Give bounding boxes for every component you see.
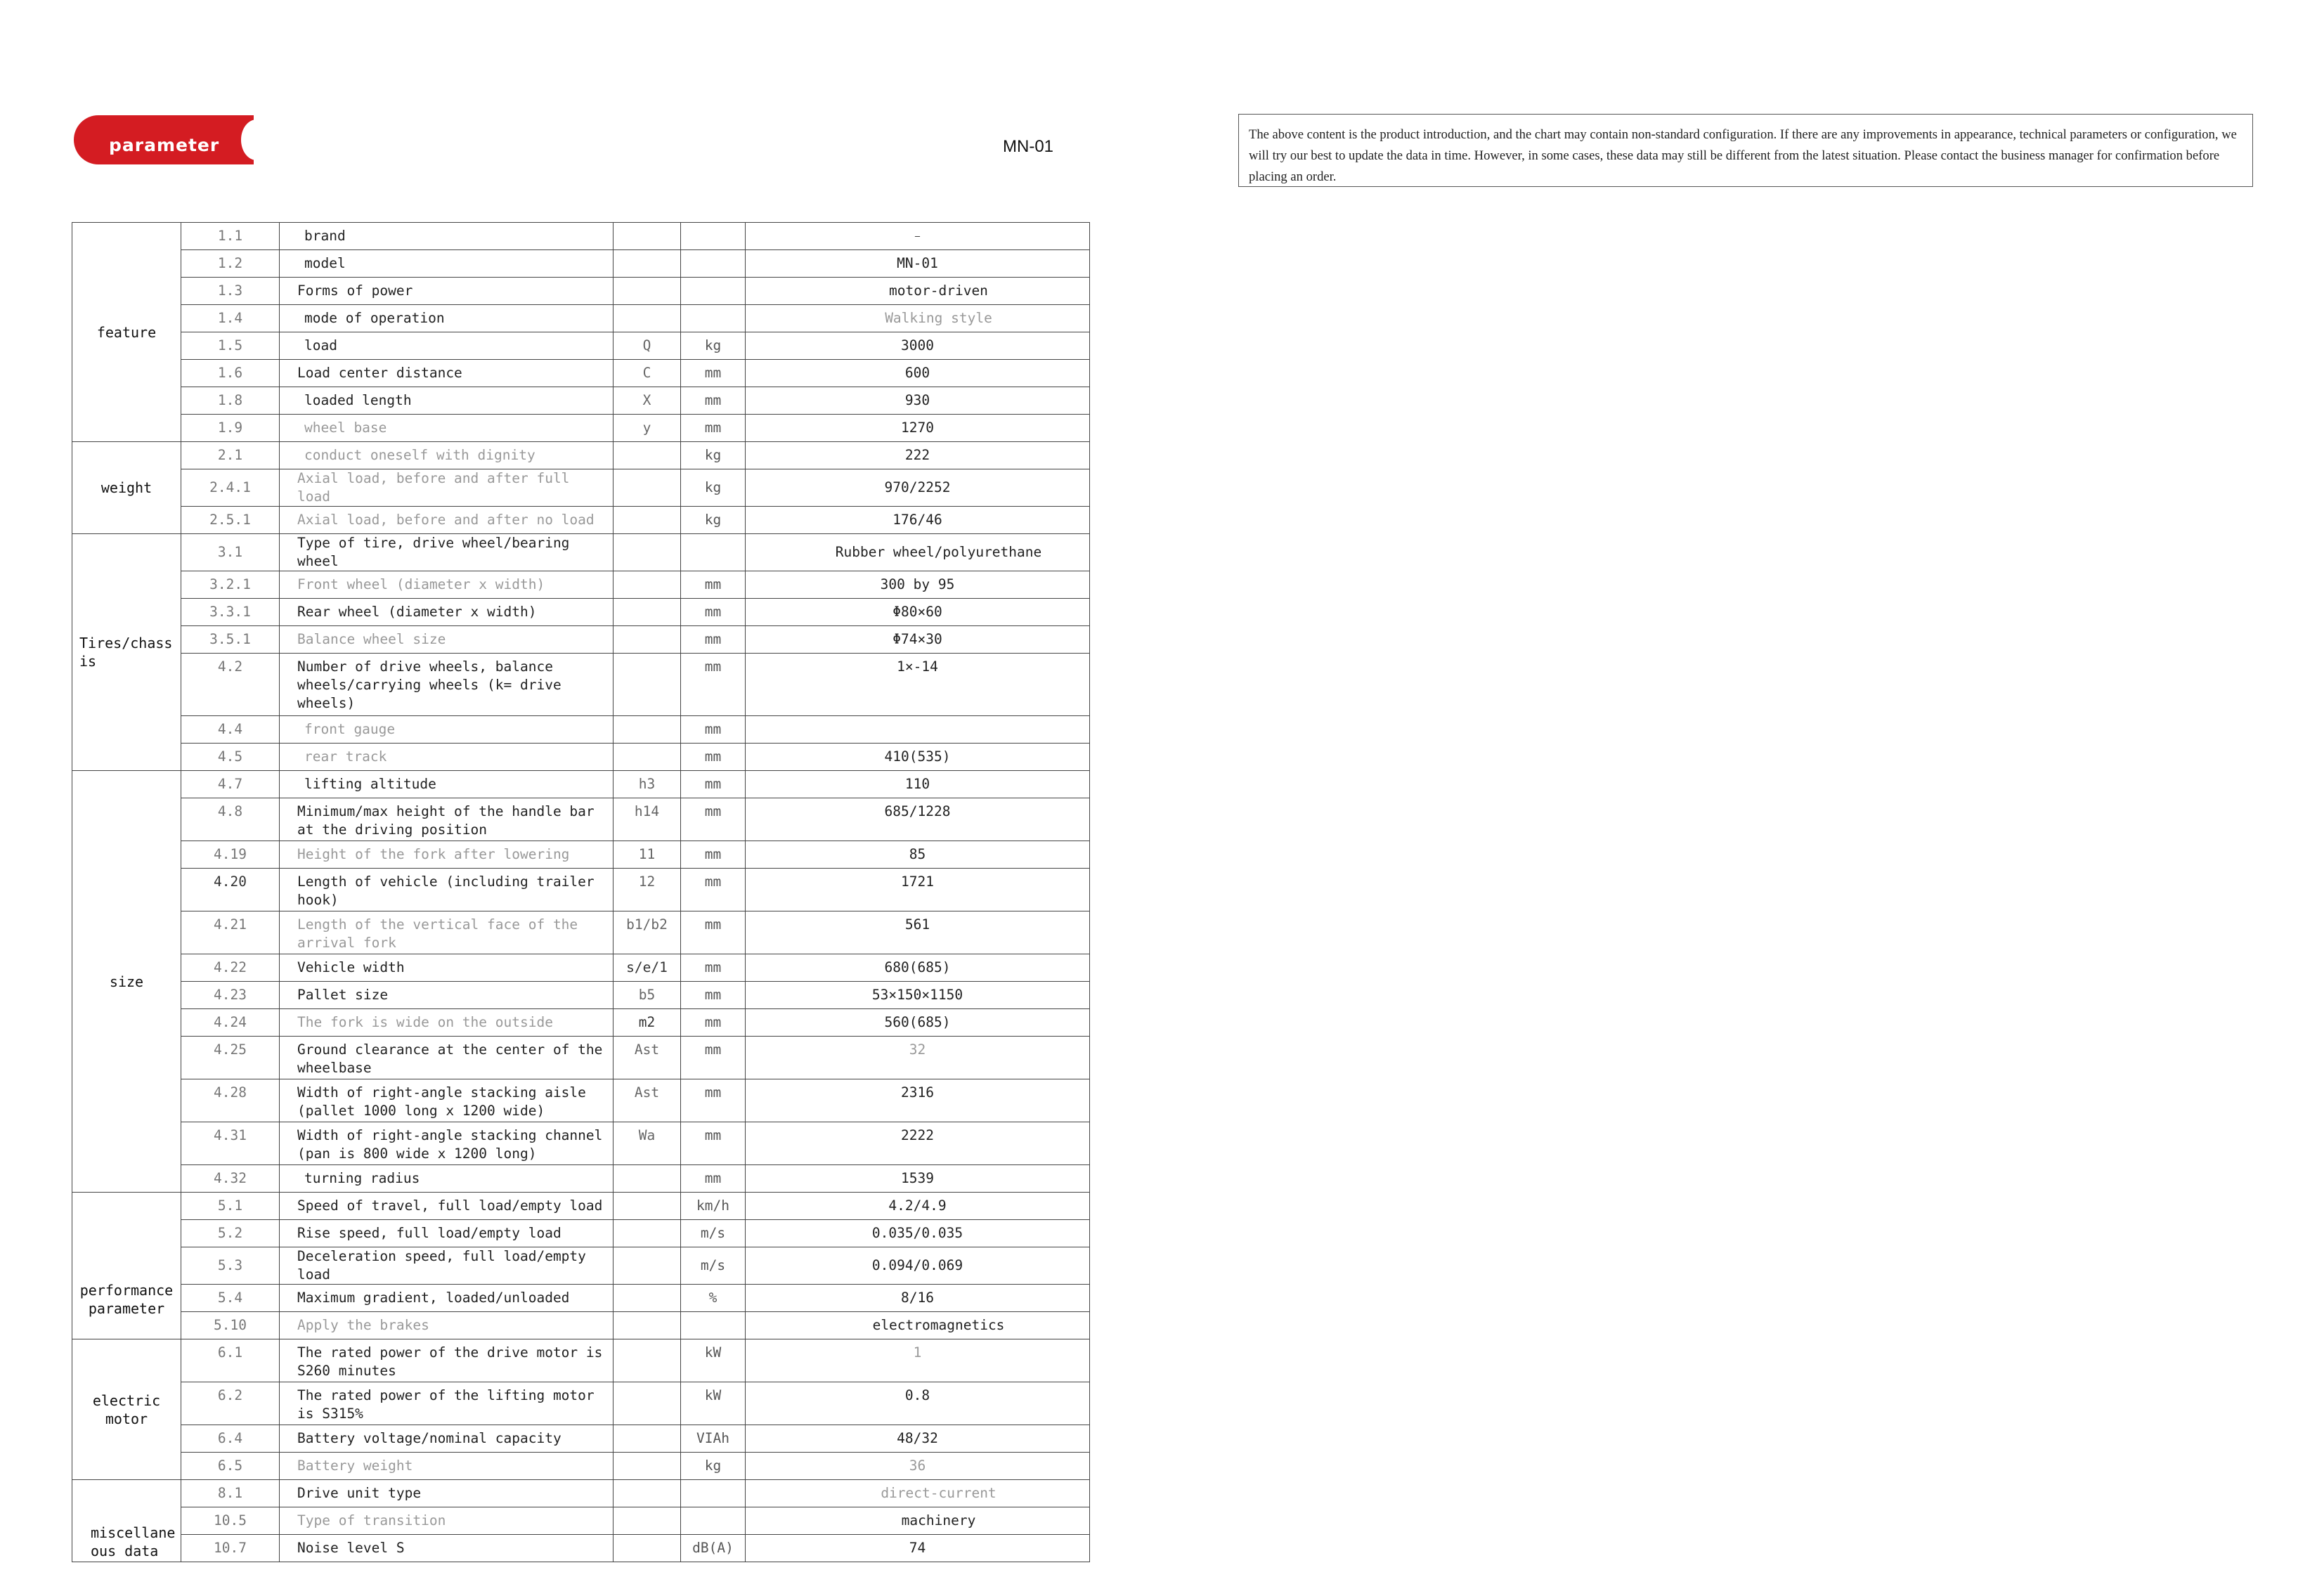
row-unit: kW bbox=[681, 1382, 746, 1425]
row-value: 0.094/0.069 bbox=[746, 1247, 1090, 1285]
row-name: Battery weight bbox=[280, 1453, 614, 1480]
row-symbol bbox=[614, 1507, 681, 1535]
row-number: 3.5.1 bbox=[181, 626, 280, 654]
row-symbol: s/e/1 bbox=[614, 954, 681, 982]
row-number: 4.23 bbox=[181, 982, 280, 1009]
row-number: 1.1 bbox=[181, 223, 280, 250]
table-row bbox=[72, 1535, 1090, 1562]
row-symbol bbox=[614, 1247, 681, 1285]
row-name: Vehicle width bbox=[280, 954, 614, 982]
row-name: mode of operation bbox=[280, 305, 614, 332]
row-name: Battery voltage/nominal capacity bbox=[280, 1425, 614, 1453]
row-number: 5.2 bbox=[181, 1220, 280, 1247]
table-row bbox=[72, 982, 1090, 1009]
group-label-feature: feature bbox=[72, 223, 181, 442]
table-row bbox=[72, 332, 1090, 360]
row-unit: mm bbox=[681, 387, 746, 415]
table-row bbox=[72, 442, 1090, 469]
row-unit: VIAh bbox=[681, 1425, 746, 1453]
table-row bbox=[72, 1480, 1090, 1507]
table-row bbox=[72, 534, 1090, 571]
row-number: 4.4 bbox=[181, 716, 280, 744]
group-label-weight: weight bbox=[72, 442, 181, 534]
row-symbol bbox=[614, 571, 681, 599]
row-unit: kg bbox=[681, 442, 746, 469]
row-number: 4.32 bbox=[181, 1165, 280, 1193]
row-value: 32 bbox=[746, 1037, 1090, 1079]
group-label-electric-motor: electric motor bbox=[72, 1339, 181, 1480]
row-symbol bbox=[614, 250, 681, 278]
row-name: model bbox=[280, 250, 614, 278]
row-number: 4.8 bbox=[181, 798, 280, 841]
row-number: 1.4 bbox=[181, 305, 280, 332]
row-value: 970/2252 bbox=[746, 469, 1090, 507]
row-name: Load center distance bbox=[280, 360, 614, 387]
row-value: electromagnetics bbox=[746, 1312, 1090, 1339]
row-value: 1270 bbox=[746, 415, 1090, 442]
row-number: 10.7 bbox=[181, 1535, 280, 1562]
row-number: 2.4.1 bbox=[181, 469, 280, 507]
table-row bbox=[72, 1285, 1090, 1312]
row-unit: kW bbox=[681, 1339, 746, 1382]
row-number: 4.22 bbox=[181, 954, 280, 982]
row-symbol bbox=[614, 1193, 681, 1220]
row-number: 1.6 bbox=[181, 360, 280, 387]
row-name: lifting altitude bbox=[280, 771, 614, 798]
group-label-size: size bbox=[72, 771, 181, 1193]
row-symbol bbox=[614, 654, 681, 716]
row-value: 1 bbox=[746, 1339, 1090, 1382]
row-value: 1×-14 bbox=[746, 654, 1090, 716]
row-value: 8/16 bbox=[746, 1285, 1090, 1312]
row-name: Number of drive wheels, balance wheels/carrying wheels (k= drive wheels) bbox=[280, 654, 614, 716]
row-unit bbox=[681, 1312, 746, 1339]
table-row bbox=[72, 1193, 1090, 1220]
parameter-badge-label: parameter bbox=[109, 135, 220, 155]
row-unit: mm bbox=[681, 1079, 746, 1122]
row-symbol: 12 bbox=[614, 869, 681, 911]
table-row bbox=[72, 654, 1090, 716]
row-value: 1539 bbox=[746, 1165, 1090, 1193]
row-unit bbox=[681, 1507, 746, 1535]
row-name: Ground clearance at the center of the wheelbase bbox=[280, 1037, 614, 1079]
row-name: Maximum gradient, loaded/unloaded bbox=[280, 1285, 614, 1312]
row-symbol: C bbox=[614, 360, 681, 387]
row-number: 5.4 bbox=[181, 1285, 280, 1312]
table-row bbox=[72, 387, 1090, 415]
row-symbol bbox=[614, 223, 681, 250]
row-number: 4.31 bbox=[181, 1122, 280, 1165]
row-unit: mm bbox=[681, 911, 746, 954]
row-value: 561 bbox=[746, 911, 1090, 954]
row-unit: kg bbox=[681, 332, 746, 360]
row-number: 2.1 bbox=[181, 442, 280, 469]
row-unit: mm bbox=[681, 869, 746, 911]
row-symbol bbox=[614, 278, 681, 305]
row-unit: % bbox=[681, 1285, 746, 1312]
row-name: Apply the brakes bbox=[280, 1312, 614, 1339]
row-unit bbox=[681, 278, 746, 305]
table-row bbox=[72, 798, 1090, 841]
row-number: 1.2 bbox=[181, 250, 280, 278]
row-name: brand bbox=[280, 223, 614, 250]
row-value: 930 bbox=[746, 387, 1090, 415]
row-unit: mm bbox=[681, 626, 746, 654]
table-row bbox=[72, 1037, 1090, 1079]
row-name: The fork is wide on the outside bbox=[280, 1009, 614, 1037]
table-row bbox=[72, 469, 1090, 507]
table-row bbox=[72, 278, 1090, 305]
row-symbol bbox=[614, 1285, 681, 1312]
row-name: turning radius bbox=[280, 1165, 614, 1193]
row-unit bbox=[681, 250, 746, 278]
row-name: load bbox=[280, 332, 614, 360]
table-row bbox=[72, 626, 1090, 654]
parameter-table bbox=[72, 222, 1090, 1562]
table-row bbox=[72, 869, 1090, 911]
row-name: loaded length bbox=[280, 387, 614, 415]
row-symbol bbox=[614, 626, 681, 654]
row-unit: mm bbox=[681, 982, 746, 1009]
row-name: Rise speed, full load/empty load bbox=[280, 1220, 614, 1247]
row-symbol bbox=[614, 1453, 681, 1480]
row-name: Type of tire, drive wheel/bearing wheel bbox=[280, 534, 614, 571]
row-symbol bbox=[614, 744, 681, 771]
row-symbol bbox=[614, 716, 681, 744]
row-name: The rated power of the lifting motor is S315% bbox=[280, 1382, 614, 1425]
row-symbol: b1/b2 bbox=[614, 911, 681, 954]
row-unit: mm bbox=[681, 571, 746, 599]
row-unit: mm bbox=[681, 744, 746, 771]
row-number: 1.9 bbox=[181, 415, 280, 442]
row-unit: mm bbox=[681, 1165, 746, 1193]
row-unit: mm bbox=[681, 798, 746, 841]
row-number: 5.3 bbox=[181, 1247, 280, 1285]
table-row bbox=[72, 1220, 1090, 1247]
row-number: 4.19 bbox=[181, 841, 280, 869]
row-symbol bbox=[614, 1220, 681, 1247]
row-name: Axial load, before and after full load bbox=[280, 469, 614, 507]
row-number: 4.2 bbox=[181, 654, 280, 716]
row-symbol: m2 bbox=[614, 1009, 681, 1037]
row-number: 6.5 bbox=[181, 1453, 280, 1480]
row-number: 3.3.1 bbox=[181, 599, 280, 626]
row-unit: kg bbox=[681, 507, 746, 534]
table-row bbox=[72, 571, 1090, 599]
row-name: Deceleration speed, full load/empty load bbox=[280, 1247, 614, 1285]
row-unit: mm bbox=[681, 841, 746, 869]
row-name: Height of the fork after lowering bbox=[280, 841, 614, 869]
table-row bbox=[72, 1425, 1090, 1453]
row-value: Φ74×30 bbox=[746, 626, 1090, 654]
row-number: 2.5.1 bbox=[181, 507, 280, 534]
row-value: Rubber wheel/polyurethane bbox=[746, 534, 1090, 571]
row-number: 5.10 bbox=[181, 1312, 280, 1339]
row-value: 4.2/4.9 bbox=[746, 1193, 1090, 1220]
table-row bbox=[72, 305, 1090, 332]
row-symbol bbox=[614, 442, 681, 469]
row-symbol bbox=[614, 1480, 681, 1507]
table-row bbox=[72, 250, 1090, 278]
row-symbol bbox=[614, 599, 681, 626]
parameter-badge bbox=[74, 115, 254, 164]
row-name: The rated power of the drive motor is S260 minutes bbox=[280, 1339, 614, 1382]
table-row bbox=[72, 507, 1090, 534]
row-name: Rear wheel (diameter x width) bbox=[280, 599, 614, 626]
row-value: 2316 bbox=[746, 1079, 1090, 1122]
table-row bbox=[72, 1507, 1090, 1535]
row-symbol: Ast bbox=[614, 1079, 681, 1122]
row-name: Pallet size bbox=[280, 982, 614, 1009]
row-value: 2222 bbox=[746, 1122, 1090, 1165]
row-value: 36 bbox=[746, 1453, 1090, 1480]
row-number: 10.5 bbox=[181, 1507, 280, 1535]
row-name: Type of transition bbox=[280, 1507, 614, 1535]
row-number: 4.24 bbox=[181, 1009, 280, 1037]
row-name: rear track bbox=[280, 744, 614, 771]
row-value: MN-01 bbox=[746, 250, 1090, 278]
row-symbol bbox=[614, 469, 681, 507]
row-value: direct-current bbox=[746, 1480, 1090, 1507]
row-name: Length of the vertical face of the arrival fork bbox=[280, 911, 614, 954]
row-unit: mm bbox=[681, 716, 746, 744]
table-row bbox=[72, 716, 1090, 744]
row-symbol: X bbox=[614, 387, 681, 415]
row-unit: mm bbox=[681, 1037, 746, 1079]
table-row bbox=[72, 1079, 1090, 1122]
row-number: 1.8 bbox=[181, 387, 280, 415]
table-row bbox=[72, 1453, 1090, 1480]
table-row bbox=[72, 744, 1090, 771]
row-number: 4.28 bbox=[181, 1079, 280, 1122]
row-value: 300 by 95 bbox=[746, 571, 1090, 599]
row-unit: mm bbox=[681, 654, 746, 716]
row-name: Width of right-angle stacking channel (pan is 800 wide x 1200 long) bbox=[280, 1122, 614, 1165]
row-number: 6.1 bbox=[181, 1339, 280, 1382]
row-value: 410(535) bbox=[746, 744, 1090, 771]
row-name: front gauge bbox=[280, 716, 614, 744]
table-row bbox=[72, 1009, 1090, 1037]
row-value: 3000 bbox=[746, 332, 1090, 360]
table-row bbox=[72, 1165, 1090, 1193]
row-unit: mm bbox=[681, 1122, 746, 1165]
row-name: Balance wheel size bbox=[280, 626, 614, 654]
row-unit: m/s bbox=[681, 1220, 746, 1247]
row-symbol: h14 bbox=[614, 798, 681, 841]
row-value: 74 bbox=[746, 1535, 1090, 1562]
model-heading: MN-01 bbox=[1003, 137, 1054, 156]
table-row bbox=[72, 954, 1090, 982]
row-symbol bbox=[614, 1165, 681, 1193]
row-symbol: Wa bbox=[614, 1122, 681, 1165]
row-name: wheel base bbox=[280, 415, 614, 442]
row-number: 4.25 bbox=[181, 1037, 280, 1079]
row-number: 3.2.1 bbox=[181, 571, 280, 599]
row-symbol: h3 bbox=[614, 771, 681, 798]
row-number: 6.4 bbox=[181, 1425, 280, 1453]
row-number: 3.1 bbox=[181, 534, 280, 571]
row-number: 5.1 bbox=[181, 1193, 280, 1220]
row-value: 0.8 bbox=[746, 1382, 1090, 1425]
row-symbol: b5 bbox=[614, 982, 681, 1009]
group-label-tires-chassis: Tires/chassis bbox=[72, 534, 181, 771]
row-unit bbox=[681, 223, 746, 250]
table-row bbox=[72, 415, 1090, 442]
row-name: conduct oneself with dignity bbox=[280, 442, 614, 469]
row-value: 176/46 bbox=[746, 507, 1090, 534]
table-row bbox=[72, 911, 1090, 954]
row-name: Drive unit type bbox=[280, 1480, 614, 1507]
row-symbol bbox=[614, 1535, 681, 1562]
row-unit: mm bbox=[681, 1009, 746, 1037]
table-row bbox=[72, 1339, 1090, 1382]
row-name: Length of vehicle (including trailer hook) bbox=[280, 869, 614, 911]
row-symbol: Q bbox=[614, 332, 681, 360]
row-value: Walking style bbox=[746, 305, 1090, 332]
row-unit: dB(A) bbox=[681, 1535, 746, 1562]
table-row bbox=[72, 771, 1090, 798]
table-row bbox=[72, 1382, 1090, 1425]
row-symbol bbox=[614, 507, 681, 534]
row-unit bbox=[681, 305, 746, 332]
row-value: 680(685) bbox=[746, 954, 1090, 982]
row-value: 110 bbox=[746, 771, 1090, 798]
row-unit: km/h bbox=[681, 1193, 746, 1220]
row-unit: m/s bbox=[681, 1247, 746, 1285]
row-value bbox=[746, 716, 1090, 744]
disclaimer-box: The above content is the product introduction, and the chart may contain non-standard configuration. If there are any improvements in appearance, technical parameters or configuration, we will try our best to update the data in time. However, in some cases, these data may still be different from the latest situation. Please contact the business manager for confirmation before placing an order. bbox=[1238, 114, 2253, 187]
row-name: Width of right-angle stacking aisle (pallet 1000 long x 1200 wide) bbox=[280, 1079, 614, 1122]
row-value: 560(685) bbox=[746, 1009, 1090, 1037]
row-unit: mm bbox=[681, 599, 746, 626]
row-number: 4.7 bbox=[181, 771, 280, 798]
table-row bbox=[72, 599, 1090, 626]
row-value: machinery bbox=[746, 1507, 1090, 1535]
row-symbol bbox=[614, 1382, 681, 1425]
row-value: 53×150×1150 bbox=[746, 982, 1090, 1009]
row-unit: mm bbox=[681, 954, 746, 982]
table-row bbox=[72, 223, 1090, 250]
table-row bbox=[72, 1247, 1090, 1285]
row-symbol bbox=[614, 1425, 681, 1453]
row-name: Noise level S bbox=[280, 1535, 614, 1562]
row-name: Forms of power bbox=[280, 278, 614, 305]
row-symbol: 11 bbox=[614, 841, 681, 869]
row-value: motor-driven bbox=[746, 278, 1090, 305]
row-value: 600 bbox=[746, 360, 1090, 387]
row-number: 4.5 bbox=[181, 744, 280, 771]
row-number: 1.3 bbox=[181, 278, 280, 305]
row-value: — bbox=[746, 223, 1090, 250]
table-row bbox=[72, 360, 1090, 387]
row-symbol bbox=[614, 534, 681, 571]
row-unit bbox=[681, 1480, 746, 1507]
row-name: Speed of travel, full load/empty load bbox=[280, 1193, 614, 1220]
row-unit: mm bbox=[681, 360, 746, 387]
row-value: 1721 bbox=[746, 869, 1090, 911]
row-unit: mm bbox=[681, 771, 746, 798]
row-name: Minimum/max height of the handle bar at the driving position bbox=[280, 798, 614, 841]
row-value: 685/1228 bbox=[746, 798, 1090, 841]
row-value: Φ80×60 bbox=[746, 599, 1090, 626]
row-number: 8.1 bbox=[181, 1480, 280, 1507]
row-unit bbox=[681, 534, 746, 571]
row-value: 0.035/0.035 bbox=[746, 1220, 1090, 1247]
row-number: 4.20 bbox=[181, 869, 280, 911]
row-value: 222 bbox=[746, 442, 1090, 469]
group-label-miscellaneous: miscellaneous data bbox=[72, 1480, 181, 1562]
row-symbol bbox=[614, 305, 681, 332]
row-value: 85 bbox=[746, 841, 1090, 869]
badge-notch bbox=[241, 119, 254, 160]
table-row bbox=[72, 841, 1090, 869]
row-number: 4.21 bbox=[181, 911, 280, 954]
table-row bbox=[72, 1312, 1090, 1339]
row-symbol bbox=[614, 1312, 681, 1339]
row-unit: mm bbox=[681, 415, 746, 442]
row-name: Axial load, before and after no load bbox=[280, 507, 614, 534]
row-value: 48/32 bbox=[746, 1425, 1090, 1453]
row-symbol bbox=[614, 1339, 681, 1382]
row-unit: kg bbox=[681, 1453, 746, 1480]
group-label-performance: performance parameter bbox=[72, 1193, 181, 1339]
row-name: Front wheel (diameter x width) bbox=[280, 571, 614, 599]
table-row bbox=[72, 1122, 1090, 1165]
row-symbol: y bbox=[614, 415, 681, 442]
row-number: 1.5 bbox=[181, 332, 280, 360]
row-symbol: Ast bbox=[614, 1037, 681, 1079]
row-number: 6.2 bbox=[181, 1382, 280, 1425]
row-unit: kg bbox=[681, 469, 746, 507]
